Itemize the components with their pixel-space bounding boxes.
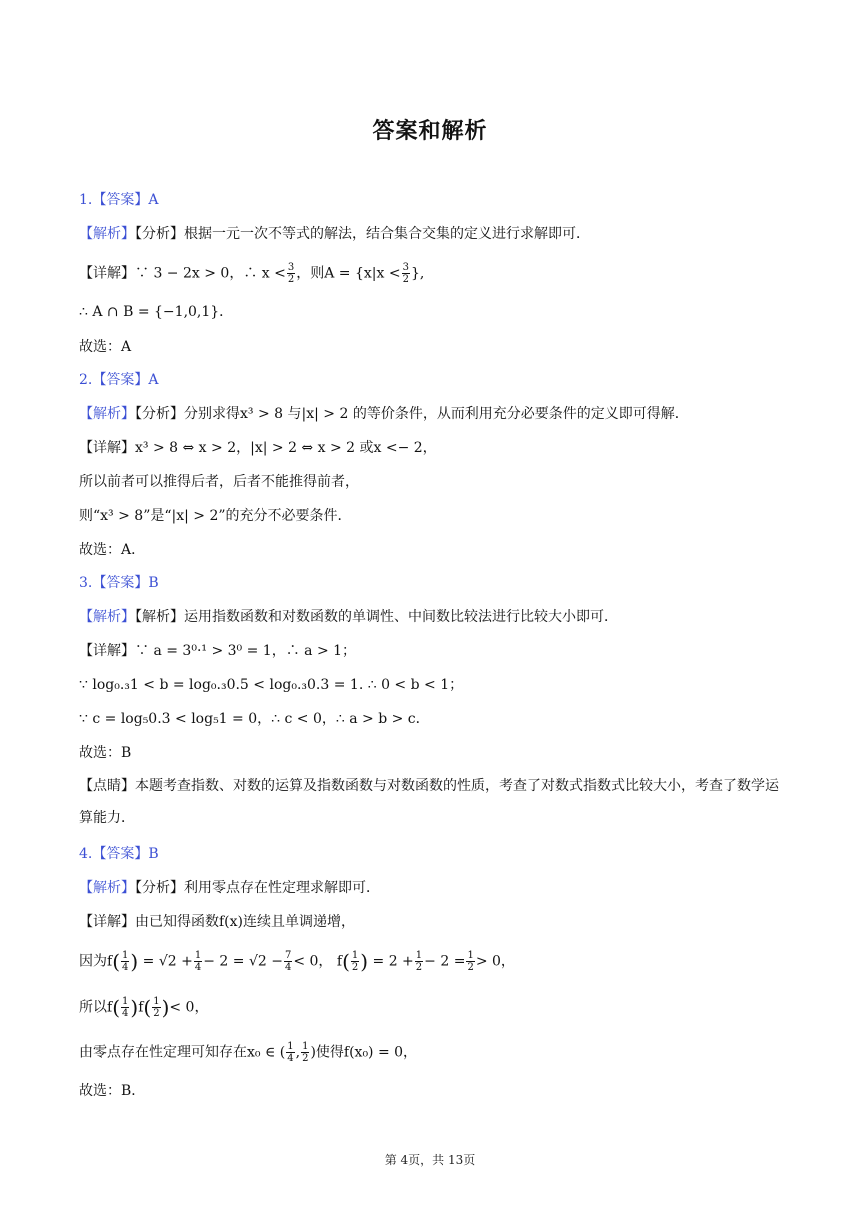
q3-line3: ∵ log₀.₃1 < b = log₀.₃0.5 < log₀.₃0.3 = 1. ∴ 0 < b < 1； <box>79 677 464 693</box>
fraction: $\frac{7}{4}$ <box>284 950 292 973</box>
q2-choice: 故选：A． <box>79 542 146 558</box>
q1-detail-b: ，则A = {x|x < <box>296 265 401 282</box>
q1-line3: ∴ A ∩ B = {−1,0,1}． <box>79 304 234 320</box>
q3-analysis: 【解析】运用指数函数和对数函数的单调性、中间数比较法进行比较大小即可． <box>135 609 618 625</box>
q1-detail-line <box>79 262 789 285</box>
jiexi-tag: 【解析】 <box>79 880 135 896</box>
q2-detail: 【详解】x³ > 8 ⇔ x > 2，|x| > 2 ⇔ x > 2 或x <− 2， <box>79 440 437 456</box>
q4-detail: 【详解】由已知得函数f(x)连续且单调递增， <box>79 914 355 930</box>
fraction: $\frac{1}{4}$ <box>122 996 129 1019</box>
q3-comment: 【点睛】本题考查指数、对数的运算及指数函数与对数函数的性质，考查了对数式指数式比较大小，考查了数学运算能力． <box>79 778 779 826</box>
q4-choice: 故选：B． <box>79 1083 146 1099</box>
jiexi-tag: 【解析】 <box>79 609 135 625</box>
q3-detail: 【详解】∵ a = 3⁰·¹ > 3⁰ = 1，∴ a > 1； <box>79 643 357 659</box>
q2-answer: 2.【答案】A <box>79 372 159 388</box>
jiexi-tag: 【解析】 <box>79 406 135 422</box>
q3-line4: ∵ c = log₅0.3 < log₅1 = 0，∴ c < 0，∴ a > b > c． <box>79 711 430 727</box>
q4-line3: 因为f( $\frac{1}{4}$ ) = √2 + $\frac{1}{4}$ − 2 = √2 − $\frac{7}{4}$ < 0， f( $\frac{1}{2}$ ) = 2 + $\frac{1}{2}$ − 2 = $\frac{1}{2}$ > 0， <box>79 949 515 974</box>
q1-choice: 故选：A <box>79 339 132 355</box>
fraction: $\frac{1}{4}$ <box>194 950 202 973</box>
q4-analysis-line <box>79 878 789 898</box>
fraction: $\frac{3}{2}$ <box>402 262 409 285</box>
q1-detail-c: }, <box>410 265 425 282</box>
q2-line4: 则“x³ > 8”是“|x| > 2”的充分不必要条件． <box>79 508 352 524</box>
page-footer: 第 4页，共 13页 <box>384 1153 476 1167</box>
q2-analysis: 【分析】分别求得x³ > 8 与|x| > 2 的等价条件，从而利用充分必要条件的定义即可得解． <box>135 406 689 422</box>
fraction: $\frac{1}{2}$ <box>351 950 359 973</box>
fraction: $\frac{3}{2}$ <box>287 262 295 285</box>
q4-line4: 所以f( $\frac{1}{4}$ )f( $\frac{1}{2}$ )< 0， <box>79 995 209 1020</box>
q4-analysis: 【分析】利用零点存在性定理求解即可． <box>135 880 380 896</box>
fraction: $\frac{1}{4}$ <box>287 1041 294 1064</box>
fraction: $\frac{1}{4}$ <box>122 950 129 973</box>
fraction: $\frac{1}{2}$ <box>153 996 160 1019</box>
q3-choice: 故选：B <box>79 745 132 761</box>
q4-answer: 4.【答案】B <box>79 846 159 862</box>
q1-analysis: 【分析】根据一元一次不等式的解法，结合集合交集的定义进行求解即可． <box>135 226 590 242</box>
q1-detail-a: ∵ 3 − 2x > 0，∴ x < <box>135 265 286 282</box>
fraction: $\frac{1}{2}$ <box>302 1041 309 1064</box>
fraction: $\frac{1}{2}$ <box>467 950 474 973</box>
q3-analysis-line <box>79 607 789 627</box>
jiexi-tag: 【解析】 <box>79 226 135 242</box>
fraction: $\frac{1}{2}$ <box>415 950 423 973</box>
q1-analysis-line <box>79 224 789 244</box>
q1-answer: 1.【答案】A <box>79 192 159 208</box>
q3-answer: 3.【答案】B <box>79 575 159 591</box>
q1-detail-tag: 【详解】 <box>79 265 135 282</box>
q2-line3: 所以前者可以推得后者，后者不能推得前者， <box>79 474 359 490</box>
q4-line5: 由零点存在性定理可知存在x₀ ∈ ( $\frac{1}{4}$ , $\frac{1}{2}$ )使得f(x₀) = 0， <box>79 1041 418 1064</box>
q2-analysis-line <box>79 404 789 424</box>
page-title: 答案和解析 <box>372 119 488 144</box>
